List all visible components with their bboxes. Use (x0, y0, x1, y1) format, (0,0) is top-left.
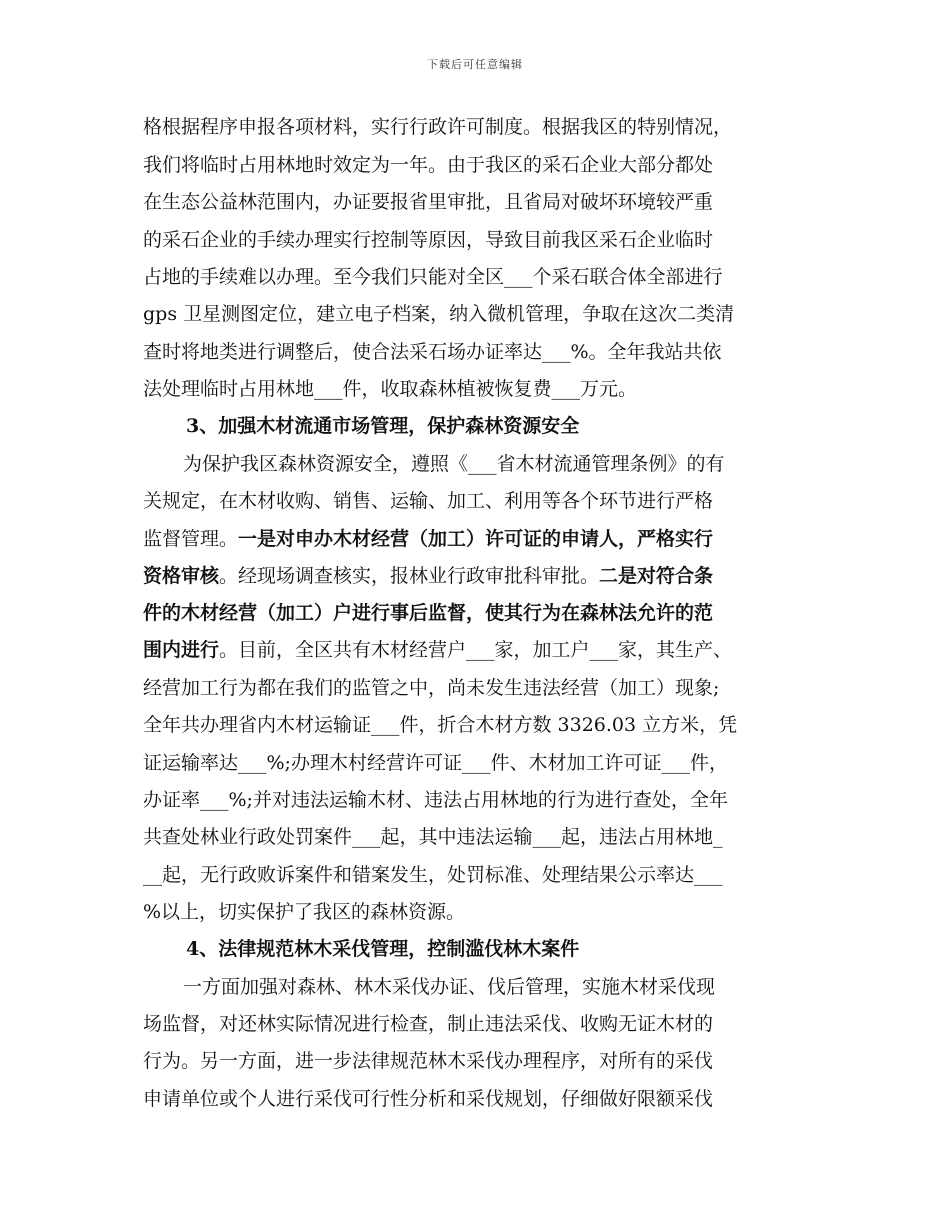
text-run: 在生态公益林范围内，办证要报省里审批，且省局对破坏环境较严重 (143, 191, 714, 213)
text-run: 的采石企业的手续办理实行控制等原因，导致目前我区采石企业临时 (143, 229, 714, 251)
text-run: 一方面加强对森林、林木采伐办证、伐后管理，实施木材采伐现 (183, 976, 716, 998)
text-line (143, 113, 732, 141)
heading-text: 3、加强木材流通市场管理，保护森林资源安全 (186, 415, 580, 437)
text-run: 证运输率达___%;办理木村经营许可证___件、木材加工许可证___件， (143, 752, 728, 774)
text-run: 申请单位或个人进行采伐可行性分析和采伐规划，仔细做好限额采伐 (143, 1088, 714, 1110)
heading-text: 4、法律规范林木采伐管理，控制滥伐林木案件 (186, 938, 580, 960)
text-run: %以上，切实保护了我区的森林资源。 (143, 901, 466, 923)
text-run: 。目前，全区共有木材经营户___家，加工户___家，其生产、 (219, 639, 733, 661)
text-run: 占地的手续难以办理。至今我们只能对全区___个采石联合体全部进行 (143, 266, 723, 288)
text-line (143, 375, 637, 403)
text-run: 关规定，在木材收购、销售、运输、加工、利用等各个环节进行严格 (143, 490, 714, 512)
bold-text-run: 一是对申办木材经营（加工）许可证的申请人，严格实行 (238, 528, 714, 550)
text-line (143, 674, 719, 702)
text-line (143, 525, 713, 553)
bold-text-run: 二是对符合条 (599, 565, 714, 587)
text-run: 查时将地类进行调整后，使合法采石场办证率达___%。全年我站共依 (143, 341, 722, 363)
text-line (143, 151, 713, 179)
text-line (143, 599, 713, 627)
text-run: 监督管理。 (143, 528, 239, 550)
section-heading-3 (186, 412, 579, 440)
text-line (143, 898, 465, 926)
text-line (143, 861, 723, 889)
text-line (143, 338, 722, 366)
text-run: 格根据程序申报各项材料，实行行政许可制度。根据我区的特别情况， (143, 116, 733, 138)
text-run: 。经现场调查核实，报林业行政审批科审批。 (219, 565, 600, 587)
text-run: 场监督，对还林实际情况进行检查，制止违法采伐、收购无证木材的 (143, 1013, 714, 1035)
text-line (143, 786, 728, 814)
text-line (143, 1085, 713, 1113)
text-line (143, 226, 713, 254)
bold-text-run: 资格审核 (143, 565, 220, 587)
text-line (143, 636, 732, 664)
bold-text-run: 围内进行 (143, 639, 220, 661)
text-run: 经营加工行为都在我们的监管之中，尚未发生违法经营（加工）现象; (143, 677, 720, 699)
text-line (143, 1010, 713, 1038)
text-line (143, 263, 723, 291)
text-line (143, 1047, 713, 1075)
text-run: 我们将临时占用林地时效定为一年。由于我区的采石企业大部分都处 (143, 154, 714, 176)
page-header: 下载后可任意编辑 (427, 58, 523, 71)
text-line (143, 300, 734, 328)
text-line (143, 749, 728, 777)
text-line (183, 973, 715, 1001)
text-run: gps 卫星测图定位，建立电子档案，纳入微机管理，争取在这次二类清 (143, 303, 735, 325)
text-line (143, 487, 713, 515)
text-line (143, 711, 737, 739)
text-run: 法处理临时占用林地___件，收取森林植被恢复费___万元。 (143, 378, 638, 400)
text-run: 为保护我区森林资源安全，遵照《___省木材流通管理条例》的有 (183, 453, 725, 475)
text-line (143, 562, 713, 590)
text-line (143, 188, 713, 216)
text-run: 共查处林业行政处罚案件___起，其中违法运输___起，违法占用林地_ (143, 826, 723, 848)
bold-text-run: 件的木材经营（加工）户进行事后监督，使其行为在森林法允许的范 (143, 602, 714, 624)
text-run: 行为。另一方面，进一步法律规范林木采伐办理程序，对所有的采伐 (143, 1050, 714, 1072)
section-heading-4 (186, 935, 579, 963)
text-run: 全年共办理省内木材运输证___件，折合木材方数 3326.03 立方米，凭 (143, 714, 738, 736)
text-line (143, 823, 723, 851)
text-run: 办证率___%;并对违法运输木材、违法占用林地的行为进行查处，全年 (143, 789, 728, 811)
text-line (183, 450, 725, 478)
text-run: __起，无行政败诉案件和错案发生，处罚标准、处理结果公示率达___ (143, 864, 723, 886)
